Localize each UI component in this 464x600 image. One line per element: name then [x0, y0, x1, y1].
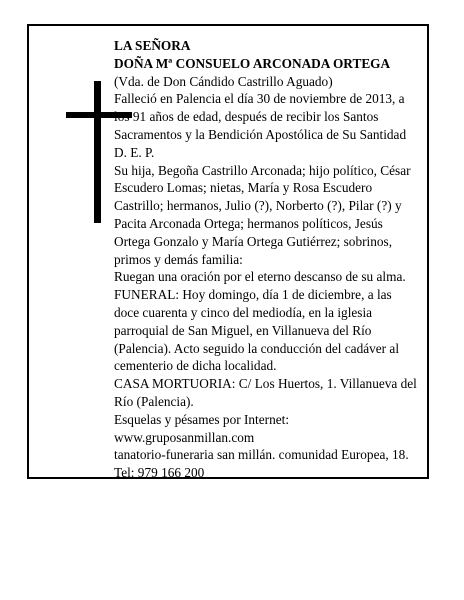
prayer-request: Ruegan una oración por el eterno descanso de su alma.: [114, 269, 406, 285]
family-list: Su hija, Begoña Castrillo Arconada; hijo político, César Escudero Lomas; nietas, María y Rosa Escudero Castrillo; hermanos, Julio (?), Norberto (?), Pilar (?) y Pacita Arconada Ortega; hermanos políticos, Jesús Ortega Gonzalo y María Ortega Gutiérrez; sobrinos, primos y demás familia:: [114, 162, 411, 267]
mortuary-house: CASA MORTUORIA: C/ Los Huertos, 1. Villanueva del Río (Palencia).: [114, 376, 417, 409]
widow-of: (Vda. de Don Cándido Castrillo Aguado): [114, 73, 333, 89]
notice-text: [114, 37, 420, 482]
website-link[interactable]: www.gruposanmillan.com: [114, 429, 255, 445]
death-notice: Falleció en Palencia el día 30 de noviembre de 2013, a los 91 años de edad, después de recibir los Santos Sacramentos y la Bendición Apostólica de Su Santidad D. E. P.: [114, 91, 407, 160]
title-line-1: LA SEÑORA: [114, 38, 191, 53]
internet-label: Esquelas y pésames por Internet:: [114, 411, 290, 427]
funeral-details: FUNERAL: Hoy domingo, día 1 de diciembre, a las doce cuarenta y cinco del mediodía, en la iglesia parroquial de San Miguel, en Villanueva del Río (Palencia). Acto seguido la conducción del cadáver al cementerio de dicha localidad.: [114, 287, 400, 374]
cross-vertical-bar: [94, 81, 101, 223]
phone-number: Tel: 979 166 200: [114, 465, 205, 481]
funeral-home: tanatorio-funeraria san millán. comunidad Europea, 18.: [114, 447, 409, 463]
deceased-name: DOÑA Mª CONSUELO ARCONADA ORTEGA: [114, 55, 391, 71]
